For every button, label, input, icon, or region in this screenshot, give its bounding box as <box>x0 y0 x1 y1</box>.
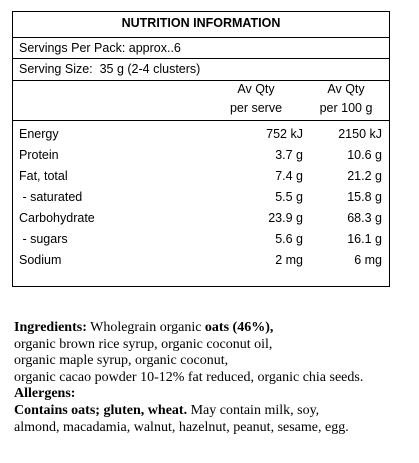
table-row <box>13 229 389 249</box>
nutrient-name: Sodium <box>19 253 62 267</box>
nutrient-name: - sugars <box>19 232 68 246</box>
panel-title: NUTRITION INFORMATION <box>121 16 281 30</box>
allergens-may-contain: May contain milk, soy, <box>187 402 320 418</box>
value-per-100g: 10.6 g <box>347 148 382 162</box>
ingredients-text: Wholegrain organic <box>86 320 205 335</box>
ingredients-line: organic brown rice syrup, organic coconut oil, <box>14 336 273 352</box>
header-line: per 100 g <box>319 101 373 115</box>
value-per-serve: 2 mg <box>275 253 303 267</box>
table-row <box>13 166 389 186</box>
servings-per-pack: Servings Per Pack: approx..6 <box>19 41 181 55</box>
header-line: per serve <box>229 101 283 115</box>
nutrient-name: Carbohydrate <box>19 211 95 225</box>
table-row <box>13 124 389 144</box>
column-header-per-100g <box>306 80 386 118</box>
ingredients-section <box>14 320 416 436</box>
nutrient-name: Fat, total <box>19 169 68 183</box>
value-per-serve: 5.6 g <box>275 232 303 246</box>
value-per-100g: 68.3 g <box>347 211 382 225</box>
column-header-per-serve <box>216 80 296 118</box>
allergens-line <box>14 403 416 420</box>
ingredients-oats: oats (46%), <box>204 320 274 335</box>
ingredients-label: Ingredients: <box>14 320 87 335</box>
divider <box>13 37 389 38</box>
divider <box>13 120 389 121</box>
ingredients-line: organic maple syrup, organic coconut, <box>14 353 229 369</box>
nutrition-panel <box>12 11 390 287</box>
value-per-serve: 23.9 g <box>268 211 303 225</box>
divider <box>13 58 389 59</box>
nutrient-name: - saturated <box>19 190 83 204</box>
table-row <box>13 145 389 165</box>
value-per-serve: 5.5 g <box>275 190 303 204</box>
allergens-label: Allergens: <box>14 386 76 402</box>
value-per-100g: 2150 kJ <box>338 127 382 141</box>
nutrient-name: Energy <box>19 127 59 141</box>
value-per-serve: 3.7 g <box>275 148 303 162</box>
serving-size: Serving Size: 35 g (2-4 clusters) <box>19 62 201 76</box>
ingredients-line: organic cacao powder 10-12% fat reduced, organic chia seeds. <box>14 369 364 385</box>
value-per-serve: 752 kJ <box>266 127 303 141</box>
header-line: Av Qty <box>327 82 365 96</box>
header-line: Av Qty <box>237 82 275 96</box>
value-per-100g: 6 mg <box>354 253 382 267</box>
allergens-line: almond, macadamia, walnut, hazelnut, peanut, sesame, egg. <box>14 419 349 435</box>
table-row <box>13 208 389 228</box>
table-row <box>13 187 389 207</box>
value-per-100g: 15.8 g <box>347 190 382 204</box>
ingredients-line <box>14 320 416 337</box>
table-row <box>13 250 389 270</box>
value-per-100g: 16.1 g <box>347 232 382 246</box>
nutrient-name: Protein <box>19 148 59 162</box>
allergens-contains: Contains oats; gluten, wheat. <box>14 402 188 418</box>
value-per-100g: 21.2 g <box>347 169 382 183</box>
value-per-serve: 7.4 g <box>275 169 303 183</box>
